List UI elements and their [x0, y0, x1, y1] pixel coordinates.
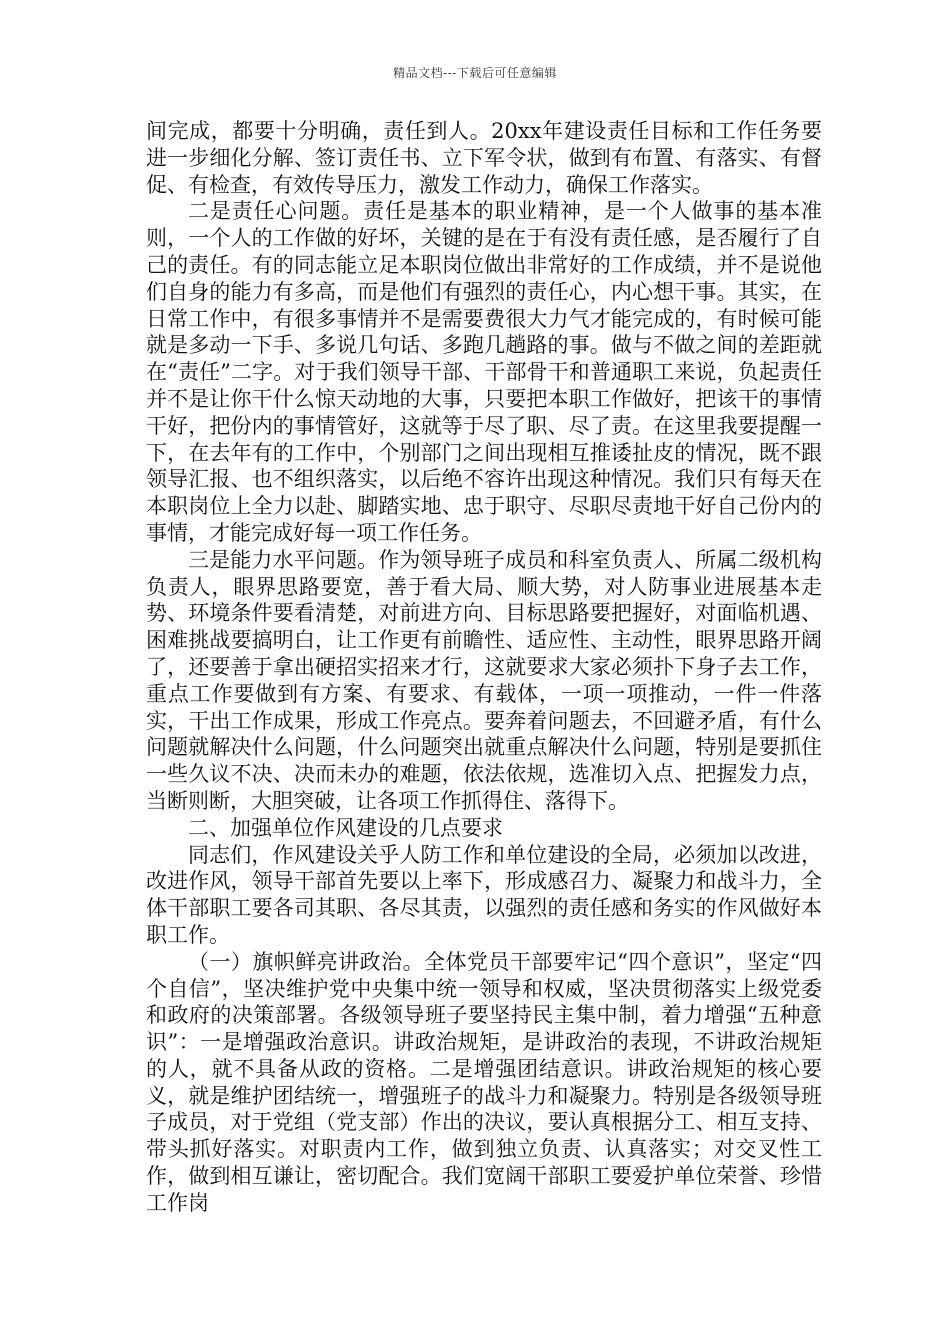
- paragraph-style-intro: 同志们，作风建设关乎人防工作和单位建设的全局，必须加以改进，改进作风，领导干部首先要以上率下，形成感召力、凝聚力和战斗力，全体干部职工要各司其职、各尽其责，以强烈的责任感和务实的作风做好本职工作。: [146, 842, 822, 947]
- paragraph-continuation: 间完成，都要十分明确，责任到人。20xx年建设责任目标和工作任务要进一步细化分解、签订责任书、立下军令状，做到有布置、有落实、有督促、有检查，有效传导压力，激发工作动力，确保工作落实。: [146, 119, 822, 197]
- paragraph-capability: 三是能力水平问题。作为领导班子成员和科室负责人、所属二级机构负责人，眼界思路要宽，善于看大局、顺大势，对人防事业进展基本走势、环境条件要看清楚，对前进方向、目标思路要把握好，对面临机遇、困难挑战要搞明白，让工作更有前瞻性、适应性、主动性，眼界思路开阔了，还要善于拿出硬招实招来才行，这就要求大家必须扑下身子去工作，重点工作要做到有方案、有要求、有载体，一项一项推动，一件一件落实，干出工作成果，形成工作亮点。要奔着问题去，不回避矛盾，有什么问题就解决什么问题，什么问题突出就重点解决什么问题，特别是要抓住一些久议不决、决而未办的难题，依法依规，选准切入点、把握发力点，当断则断，大胆突破，让各项工作抓得住、落得下。: [146, 547, 822, 813]
- page-header: 精品文档---下载后可任意编辑: [393, 66, 557, 80]
- paragraph-responsibility: 二是责任心问题。责任是基本的职业精神，是一个人做事的基本准则，一个人的工作做的好坏，关键的是在于有没有责任感，是否履行了自己的责任。有的同志能立足本职岗位做出非常好的工作成绩，并不是说他们自身的能力有多高，而是他们有强烈的责任心，内心想干事。其实，在日常工作中，有很多事情并不是需要费很大力气才能完成的，有时候可能就是多动一下手、多说几句话、多跑几趟路的事。做与不做之间的差距就在“责任”二字。对于我们领导干部、干部骨干和普通职工来说，负起责任并不是让你干什么惊天动地的大事，只要把本职工作做好，把该干的事情干好，把份内的事情管好，这就等于尽了职、尽了责。在这里我要提醒一下，在去年有的工作中，个别部门之间出现相互推诿扯皮的情况，既不跟领导汇报、也不组织落实，以后绝不容许出现这种情况。我们只有每天在本职岗位上全力以赴、脚踏实地、忠于职守、尽职尽责地干好自己份内的事情，才能完成好每一项工作任务。: [146, 199, 822, 545]
- document-body: [146, 118, 822, 1217]
- section-heading: 二、加强单位作风建设的几点要求: [188, 815, 503, 840]
- paragraph-politics: （一）旗帜鲜亮讲政治。全体党员干部要牢记“四个意识”，坚定“四个自信”，坚决维护党中央集中统一领导和权威，坚决贯彻落实上级党委和政府的决策部署。各级领导班子要坚持民主集中制，着力增强“五种意识”：一是增强政治意识。讲政治规矩，是讲政治的表现，不讲政治规矩的人，就不具备从政的资格。二是增强团结意识。讲政治规矩的核心要义，就是维护团结统一，增强班子的战斗力和凝聚力。特别是各级领导班子成员，对于党组（党支部）作出的决议，要认真根据分工、相互支持、带头抓好落实。对职责内工作，做到独立负责、认真落实；对交叉性工作，做到相互谦让，密切配合。我们宽阔干部职工要爱护单位荣誉、珍惜工作岗: [146, 949, 822, 1215]
